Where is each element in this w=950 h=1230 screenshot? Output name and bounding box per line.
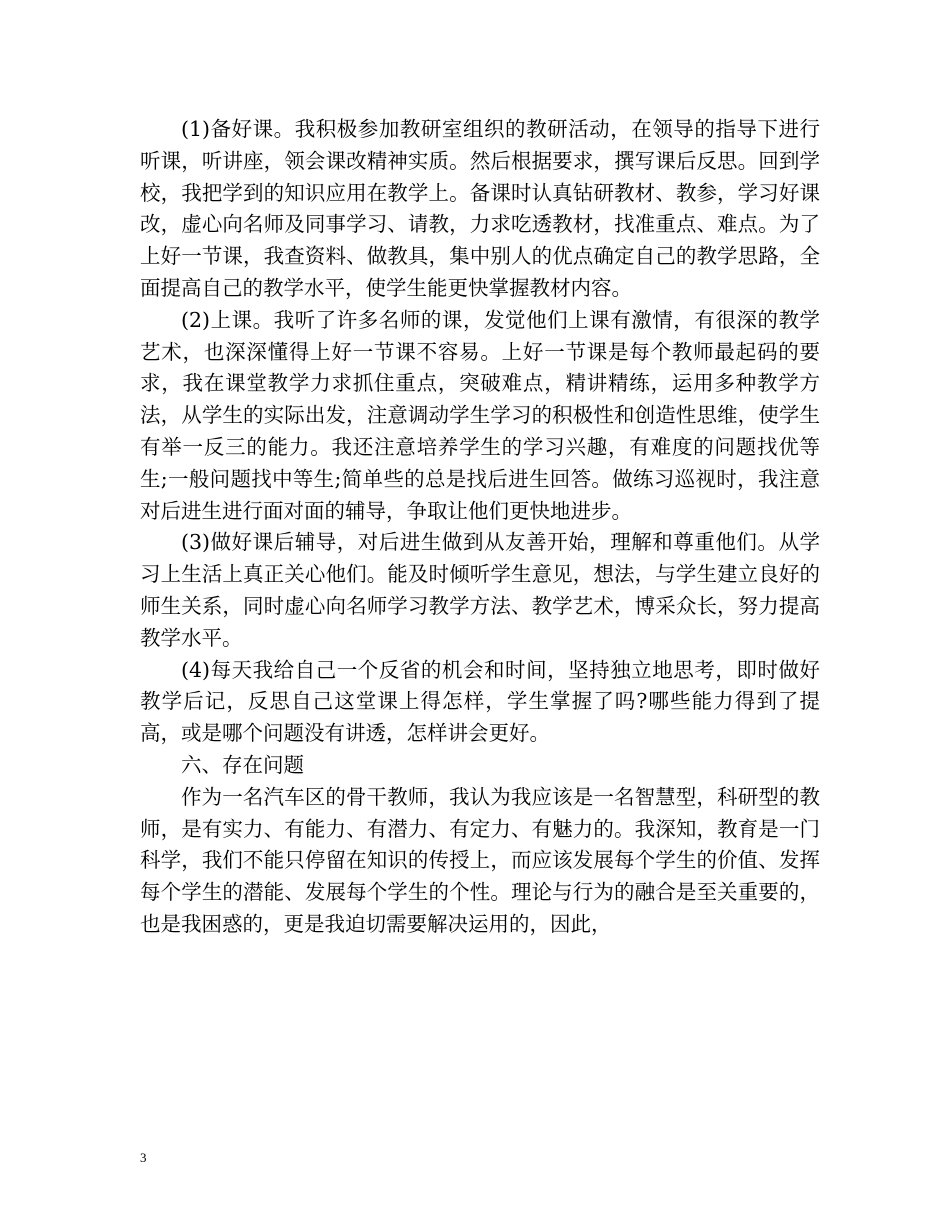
paragraph-teaching-class: (2)上课。我听了许多名师的课，发觉他们上课有激情，有很深的教学艺术，也深深懂得上好一节课不容易。上好一节课是每个教师最起码的要求，我在课堂教学力求抓住重点，突破难点，精讲精练，运用多种教学方法，从学生的实际出发，注意调动学生学习的积极性和创造性思维，使学生有举一反三的能力。我还注意培养学生的学习兴趣，有难度的问题找优等生;一般问题找中等生;简单些的总是找后进生回答。做练习巡视时，我注意对后进生进行面对面的辅导，争取让他们更快地进步。 <box>140 307 820 523</box>
page-number: 3 <box>140 1150 147 1165</box>
document-body <box>140 114 820 941</box>
section-heading-existing-problems: 六、存在问题 <box>181 752 304 777</box>
paragraph-backbone-teacher: 作为一名汽车区的骨干教师，我认为我应该是一名智慧型，科研型的教师，是有实力、有能力、有潜力、有定力、有魅力的。我深知，教育是一门科学，我们不能只停留在知识的传授上，而应该发展每个学生的价值、发挥每个学生的潜能、发展每个学生的个性。理论与行为的融合是至关重要的，也是我困惑的，更是我迫切需要解决运用的，因此， <box>140 784 820 936</box>
paragraph-daily-reflection: (4)每天我给自己一个反省的机会和时间，坚持独立地思考，即时做好教学后记，反思自己这堂课上得怎样，学生掌握了吗?哪些能力得到了提高，或是哪个问题没有讲透，怎样讲会更好。 <box>140 657 820 746</box>
paragraph-after-class-tutoring: (3)做好课后辅导，对后进生做到从友善开始，理解和尊重他们。从学习上生活上真正关心他们。能及时倾听学生意见，想法，与学生建立良好的师生关系，同时虚心向名师学习教学方法、教学艺术，博采众长，努力提高教学水平。 <box>140 530 820 650</box>
paragraph-lesson-preparation: (1)备好课。我积极参加教研室组织的教研活动，在领导的指导下进行听课，听讲座，领会课改精神实质。然后根据要求，撰写课后反思。回到学校，我把学到的知识应用在教学上。备课时认真钻研教材、教参，学习好课改，虚心向名师及同事学习、请教，力求吃透教材，找准重点、难点。为了上好一节课，我查资料、做教具，集中别人的优点确定自己的教学思路，全面提高自己的教学水平，使学生能更快掌握教材内容。 <box>140 117 820 300</box>
